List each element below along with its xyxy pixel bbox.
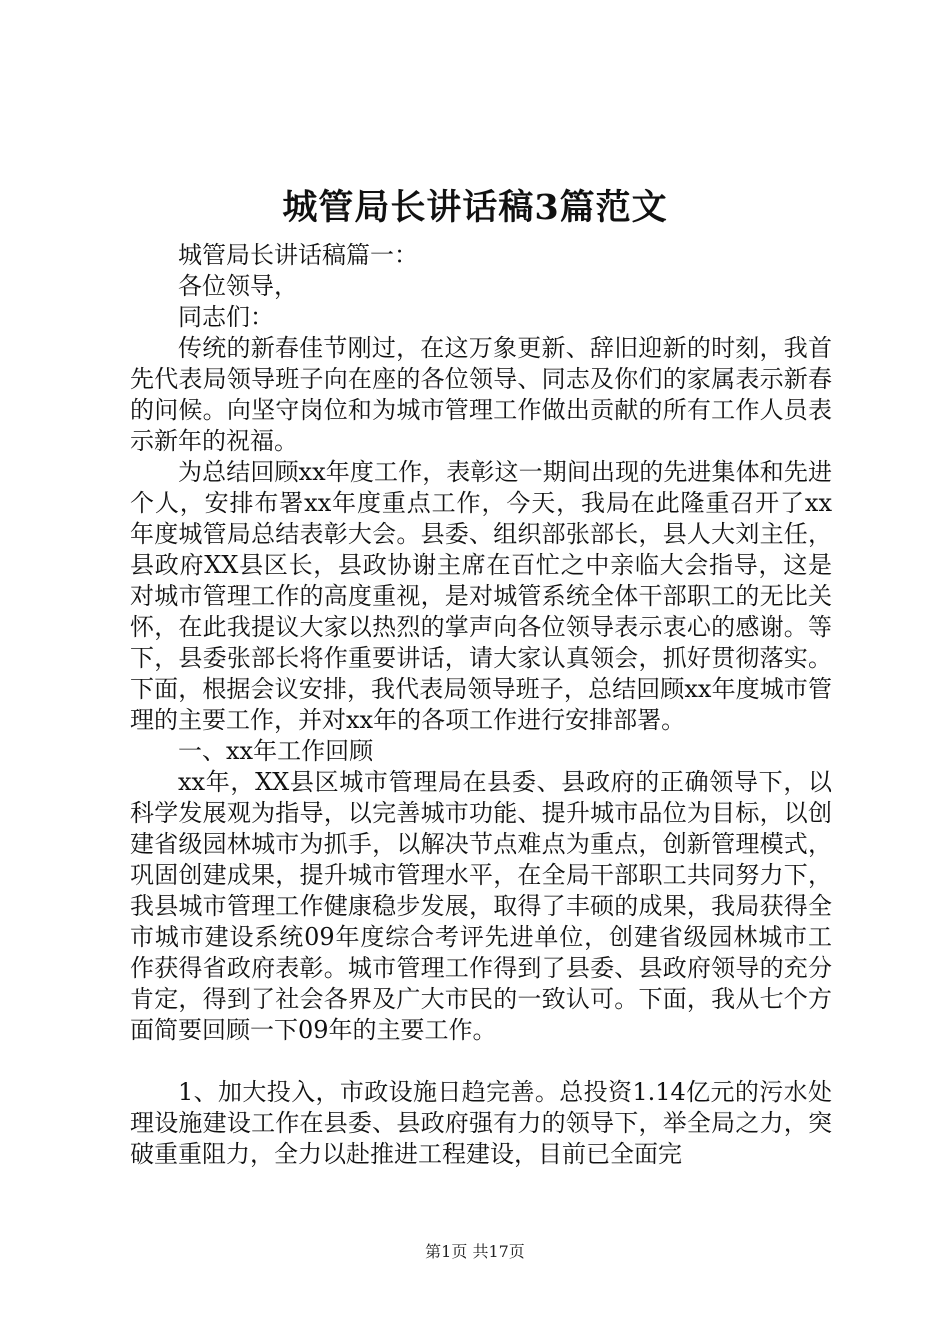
page-number: 第1页 共17页 — [425, 1242, 525, 1261]
paragraph-meeting-purpose: 为总结回顾xx年度工作，表彰这一期间出现的先进集体和先进个人，安排布署xx年度重点工作，今天，我局在此隆重召开了xx年度城管局总结表彰大会。县委、组织部张部长，县人大刘主任，县政府XX县区长，县政协谢主席在百忙之中亲临大会指导，这是对城市管理工作的高度重视，是对城管系统全体干部职工的无比关怀，在此我提议大家以热烈的掌声向各位领导表示衷心的感谢。等下，县委张部长将作重要讲话，请大家认真领会，抓好贯彻落实。下面，根据会议安排，我代表局领导班子，总结回顾xx年度城市管理的主要工作，并对xx年的各项工作进行安排部署。 — [130, 458, 832, 734]
salutation-comrades: 同志们： — [178, 303, 274, 331]
paragraph-greeting: 传统的新春佳节刚过，在这万象更新、辞旧迎新的时刻，我首先代表局领导班子向在座的各位领导、同志及你们的家属表示新春的问候。向坚守岗位和为城市管理工作做出贡献的所有工作人员表示新年的祝福。 — [130, 334, 832, 455]
document-body — [130, 240, 832, 1170]
paragraph-annual-review: xx年，XX县区城市管理局在县委、县政府的正确领导下，以科学发展观为指导，以完善城市功能、提升城市品位为目标，以创建省级园林城市为抓手，以解决节点难点为重点，创新管理模式，巩固创建成果，提升城市管理水平，在全局干部职工共同努力下，我县城市管理工作健康稳步发展，取得了丰硕的成果，我局获得全市城市建设系统09年度综合考评先进单位，创建省级园林城市工作获得省政府表彰。城市管理工作得到了县委、县政府领导的充分肯定，得到了社会各界及广大市民的一致认可。下面，我从七个方面简要回顾一下09年的主要工作。 — [130, 768, 832, 1044]
document-title: 城管局长讲话稿3篇范文 — [282, 187, 668, 228]
paragraph-item-1: 1、加大投入，市政设施日趋完善。总投资1.14亿元的污水处理设施建设工作在县委、县政府强有力的领导下，举全局之力，突破重重阻力，全力以赴推进工程建设，目前已全面完 — [130, 1078, 832, 1168]
salutation-leaders: 各位领导， — [178, 272, 298, 300]
section-heading-review: 一、xx年工作回顾 — [178, 737, 374, 765]
speech-heading: 城管局长讲话稿篇一： — [178, 241, 418, 269]
